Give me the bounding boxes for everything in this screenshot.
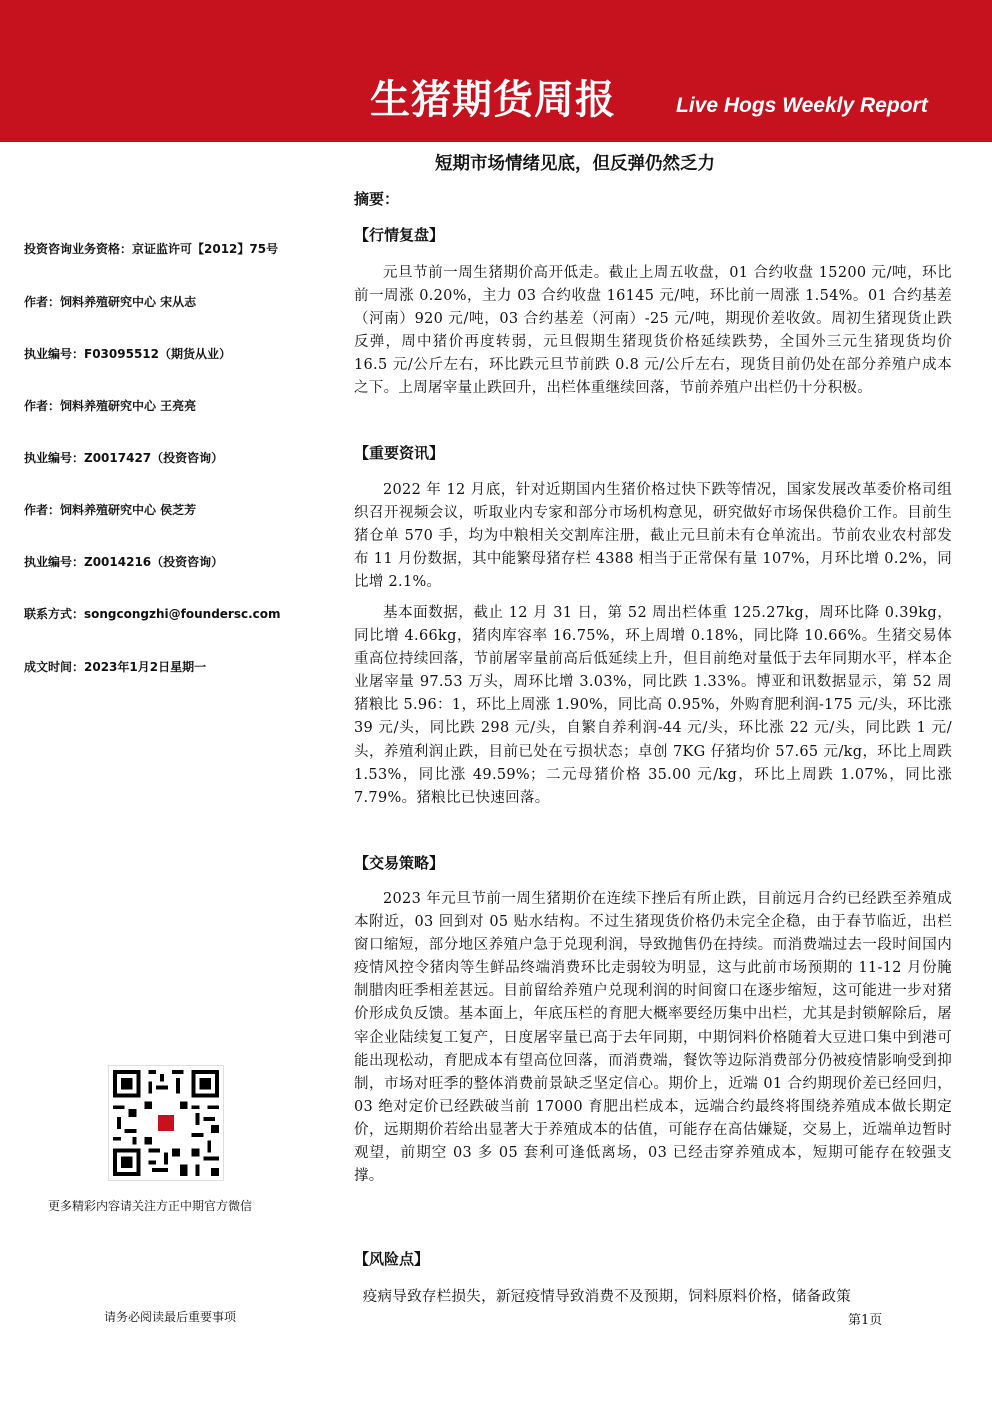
report-title: 生猪期货周报	[370, 77, 616, 123]
market-review-paragraph: 元旦节前一周生猪期价高开低走。截止上周五收盘，01 合约收盘 15200 元/吨，环比前一周涨 0.20%，主力 03 合约收盘 16145 元/吨，环比前一周涨 1.54%。01 合约基差（河南）920 元/吨，03 合约基差（河南）-25 元/吨，期现价差收敛。周初生猪现货止跌反弹，周中猪价再度转弱，元旦假期生猪现货价格延续跌势，全国外三元生猪现货均价 16.5 元/公斤左右，环比跌元旦节前跌 0.8 元/公斤左右，现货目前仍处在部分养殖户成本之下。上周屠宰量止跌回升，出栏体重继续回落，节前养殖户出栏仍十分积极。	[354, 265, 952, 397]
abstract-label: 摘要：	[354, 190, 400, 208]
author-line: 作者：饲料养殖研究中心 宋从志	[24, 295, 197, 309]
page-number: 第1页	[848, 1313, 883, 1328]
strategy-paragraph: 2023 年元旦节前一周生猪期价在连续下挫后有所止跌，目前远月合约已经跌至养殖成本附近，03 回到对 05 贴水结构。不过生猪现货价格仍未完全企稳，由于春节临近，出栏窗口缩短，部分地区养殖户急于兑现利润，导致抛售仍在持续。而消费端过去一段时间国内疫情风控令猪肉等生鲜品终端消费环比走弱较为明显，这与此前市场预期的 11-12 月份腌制腊肉旺季相差甚远。目前留给养殖户兑现利润的时间窗口在逐步缩短，这可能进一步对猪价形成负反馈。基本面上，年底压栏的育肥大概率要经历集中出栏，尤其是封锁解除后，屠宰企业陆续复工复产，日度屠宰量已高于去年同期，中期饲料价格随着大豆进口集中到港可能出现松动，育肥成本有望高位回落，而消费端，餐饮等边际消费部分仍被疫情影响受到抑制，市场对旺季的整体消费前景缺乏坚定信心。期价上，近端 01 合约期现价差已经回归，03 绝对定价已经跌破当前 17000 育肥出栏成本，远端合约最终将围绕养殖成本做长期定价，远期期价若给出显著大于养殖成本的估值，可能存在高估嫌疑，交易上，近端单边暂时观望，前期空 03 多 05 套利可逢低离场，03 已经击穿养殖成本，短期可能存在较强支撑。	[354, 891, 952, 1185]
license-line: 执业编号：F03095512（期货从业）	[24, 347, 231, 361]
header-banner	[0, 0, 992, 142]
license-line: 执业编号：Z0014216（投资咨询）	[24, 555, 224, 569]
report-subtitle: 短期市场情绪见底，但反弹仍然乏力	[435, 154, 715, 174]
author-line: 作者：饲料养殖研究中心 王亮亮	[24, 399, 197, 413]
news-paragraph: 基本面数据，截止 12 月 31 日，第 52 周出栏体重 125.27kg，周环比降 0.39kg，同比增 4.66kg，猪肉库容率 16.75%，环上周增 0.18%，同比降 10.66%。生猪交易体重高位持续回落，节前屠宰量前高后低延续上升，但目前绝对量低于去年同期水平，样本企业屠宰量 97.53 万头，周环比增 3.03%，同比跌 1.33%。博亚和讯数据显示，第 52 周猪粮比 5.96：1，环比上周涨 1.90%，同比高 0.95%，外购育肥利润-175 元/头，环比涨 39 元/头，同比跌 298 元/头，自繁自养利润-44 元/头，环比涨 22 元/头，同比跌 1 元/头，养殖利润止跌，目前已处在亏损状态；卓创 7KG 仔猪均价 57.65 元/kg，环比上周跌 1.53%，同比涨 49.59%；二元母猪价格 35.00 元/kg，环比上周跌 1.07%，同比涨 7.79%。猪粮比已快速回落。	[354, 605, 952, 806]
section-heading-risk: 【风险点】	[354, 1250, 430, 1268]
report-title-english: Live Hogs Weekly Report	[676, 94, 928, 117]
news-paragraph: 2022 年 12 月底，针对近期国内生猪价格过快下跌等情况，国家发展改革委价格司组织召开视频会议，听取业内专家和部分市场机构意见，研究做好市场保供稳价工作。目前生猪仓单 570 手，均为中粮相关交割库注册，截止元旦前未有仓单流出。节前农业农村部发布 11 月份数据，其中能繁母猪存栏 4388 相当于正常保有量 107%，月环比增 0.2%，同比增 2.1%。	[354, 482, 952, 591]
date-line: 成文时间：2023年1月2日星期一	[24, 660, 207, 674]
section-heading-news: 【重要资讯】	[354, 444, 445, 462]
qr-caption: 更多精彩内容请关注方正中期官方微信	[48, 1199, 253, 1213]
wechat-qr-code	[108, 1065, 224, 1181]
footer-disclaimer-note: 请务必阅读最后重要事项	[104, 1310, 237, 1324]
risk-paragraph: 疫病导致存栏损失，新冠疫情导致消费不及预期，饲料原料价格，储备政策	[362, 1289, 852, 1305]
section-heading-strategy: 【交易策略】	[354, 854, 445, 872]
qualification-line: 投资咨询业务资格：京证监许可【2012】75号	[24, 242, 279, 256]
author-line: 作者：饲料养殖研究中心 侯芝芳	[24, 503, 197, 517]
license-line: 执业编号：Z0017427（投资咨询）	[24, 451, 224, 465]
section-heading-market-review: 【行情复盘】	[354, 226, 445, 244]
contact-line: 联系方式：songcongzhi@foundersc.com	[24, 607, 281, 621]
